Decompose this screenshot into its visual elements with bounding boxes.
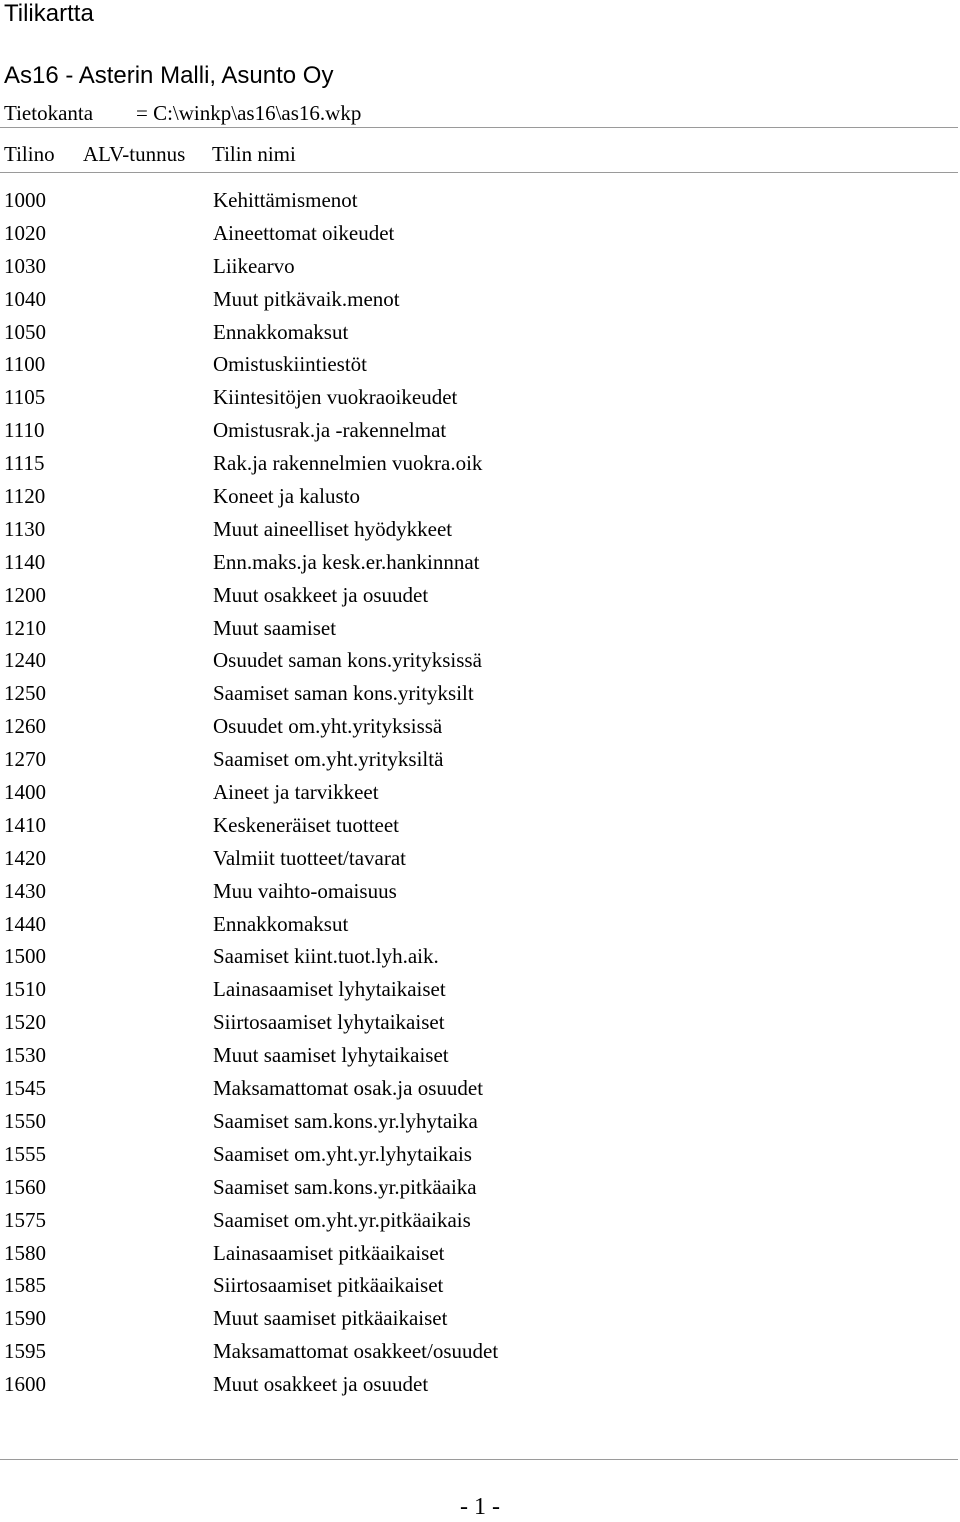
account-row	[0, 1238, 960, 1271]
account-number: 1555	[4, 1141, 46, 1166]
column-header-account-name: Tilin nimi	[212, 142, 296, 166]
account-row	[0, 1106, 960, 1139]
account-name: Lainasaamiset pitkäaikaiset	[213, 1240, 445, 1265]
account-number: 1260	[4, 714, 46, 739]
account-row	[0, 251, 960, 284]
account-name: Muut saamiset	[213, 615, 337, 640]
account-number: 1115	[4, 451, 45, 476]
account-number: 1110	[4, 418, 45, 443]
account-row	[0, 349, 960, 382]
account-name: Saamiset om.yht.yr.lyhytaikais	[213, 1141, 472, 1166]
account-number: 1020	[4, 220, 46, 245]
account-name: Valmiit tuotteet/tavarat	[213, 845, 407, 870]
account-number: 1585	[4, 1273, 46, 1298]
account-number: 1270	[4, 747, 46, 772]
account-row	[0, 284, 960, 317]
account-row	[0, 1172, 960, 1205]
account-row	[0, 613, 960, 646]
account-number: 1530	[4, 1043, 46, 1068]
company-name: As16 - Asterin Malli, Asunto Oy	[4, 62, 334, 89]
account-row	[0, 1139, 960, 1172]
account-name: Saamiset sam.kons.yr.lyhytaika	[213, 1108, 478, 1133]
database-label: Tietokanta	[4, 101, 94, 125]
account-name: Aineet ja tarvikkeet	[213, 780, 379, 805]
account-row	[0, 1336, 960, 1369]
column-header-vat-code: ALV-tunnus	[83, 142, 186, 166]
account-name: Liikearvo	[213, 253, 295, 278]
account-row	[0, 645, 960, 678]
account-number: 1140	[4, 549, 46, 574]
account-name: Omistuskiintiestöt	[213, 352, 368, 377]
account-number: 1200	[4, 582, 46, 607]
account-name: Lainasaamiset lyhytaikaiset	[213, 977, 446, 1002]
account-name: Aineettomat oikeudet	[213, 220, 395, 245]
account-number: 1600	[4, 1372, 46, 1397]
account-row	[0, 317, 960, 350]
account-number: 1050	[4, 319, 46, 344]
account-number: 1400	[4, 780, 46, 805]
account-row	[0, 876, 960, 909]
account-row	[0, 711, 960, 744]
account-name: Muut saamiset pitkäaikaiset	[213, 1306, 448, 1331]
account-number: 1410	[4, 812, 46, 837]
account-name: Saamiset kiint.tuot.lyh.aik.	[213, 944, 439, 969]
account-number: 1500	[4, 944, 46, 969]
account-number: 1590	[4, 1306, 46, 1331]
account-name: Muut pitkävaik.menot	[213, 286, 400, 311]
column-header-account-no: Tilino	[4, 142, 55, 166]
account-name: Maksamattomat osak.ja osuudet	[213, 1076, 484, 1101]
account-name: Osuudet om.yht.yrityksissä	[213, 714, 443, 739]
account-number: 1440	[4, 911, 46, 936]
account-number: 1105	[4, 385, 46, 410]
account-number: 1240	[4, 648, 46, 673]
account-name: Muut aineelliset hyödykkeet	[213, 516, 453, 541]
account-number: 1560	[4, 1174, 46, 1199]
account-row	[0, 1073, 960, 1106]
account-number: 1120	[4, 484, 46, 509]
account-number: 1510	[4, 977, 46, 1002]
account-row	[0, 580, 960, 613]
account-name: Enn.maks.ja kesk.er.hankinnnat	[213, 549, 480, 574]
account-name: Muut osakkeet ja osuudet	[213, 1372, 429, 1397]
account-row	[0, 744, 960, 777]
header-divider-top	[0, 127, 958, 128]
account-row	[0, 185, 960, 218]
account-row	[0, 909, 960, 942]
account-name: Ennakkomaksut	[213, 319, 349, 344]
account-name: Saamiset om.yht.yrityksiltä	[213, 747, 444, 772]
account-name: Muu vaihto-omaisuus	[213, 878, 397, 903]
account-list	[0, 185, 960, 1402]
account-name: Ennakkomaksut	[213, 911, 349, 936]
account-number: 1000	[4, 188, 46, 212]
account-number: 1040	[4, 286, 46, 311]
account-row	[0, 1303, 960, 1336]
account-number: 1030	[4, 253, 46, 278]
account-name: Omistusrak.ja -rakennelmat	[213, 418, 447, 443]
account-row	[0, 1369, 960, 1402]
account-name: Osuudet saman kons.yrityksissä	[213, 648, 482, 673]
account-number: 1430	[4, 878, 46, 903]
account-number: 1250	[4, 681, 46, 706]
account-number: 1420	[4, 845, 46, 870]
report-title: Tilikartta	[4, 0, 94, 27]
account-row	[0, 448, 960, 481]
account-row	[0, 1007, 960, 1040]
account-row	[0, 678, 960, 711]
account-row	[0, 547, 960, 580]
account-row	[0, 843, 960, 876]
account-name: Muut osakkeet ja osuudet	[213, 582, 429, 607]
account-name: Saamiset om.yht.yr.pitkäaikais	[213, 1207, 471, 1232]
account-name: Keskeneräiset tuotteet	[213, 812, 400, 837]
account-name: Muut saamiset lyhytaikaiset	[213, 1043, 449, 1068]
page-number: - 1 -	[460, 1494, 500, 1520]
account-number: 1130	[4, 516, 46, 541]
account-name: Maksamattomat osakkeet/osuudet	[213, 1339, 499, 1364]
account-number: 1100	[4, 352, 46, 377]
footer-divider	[0, 1459, 958, 1460]
account-row	[0, 382, 960, 415]
database-path: = C:\winkp\as16\as16.wkp	[136, 101, 362, 125]
account-name: Koneet ja kalusto	[213, 484, 360, 509]
account-name: Rak.ja rakennelmien vuokra.oik	[213, 451, 483, 476]
account-number: 1595	[4, 1339, 46, 1364]
account-row	[0, 1205, 960, 1238]
account-row	[0, 810, 960, 843]
account-row	[0, 415, 960, 448]
account-name: Kiintesitöjen vuokraoikeudet	[213, 385, 458, 410]
account-name: Saamiset saman kons.yrityksilt	[213, 681, 474, 706]
account-number: 1575	[4, 1207, 46, 1232]
account-number: 1210	[4, 615, 46, 640]
account-name: Kehittämismenot	[213, 188, 358, 212]
account-name: Siirtosaamiset lyhytaikaiset	[213, 1010, 445, 1035]
account-name: Saamiset sam.kons.yr.pitkäaika	[213, 1174, 477, 1199]
account-row	[0, 941, 960, 974]
account-number: 1545	[4, 1076, 46, 1101]
account-number: 1520	[4, 1010, 46, 1035]
account-number: 1580	[4, 1240, 46, 1265]
account-row	[0, 777, 960, 810]
account-number: 1550	[4, 1108, 46, 1133]
account-row	[0, 974, 960, 1007]
account-row	[0, 514, 960, 547]
account-row	[0, 481, 960, 514]
account-row	[0, 1040, 960, 1073]
account-row	[0, 1270, 960, 1303]
account-row	[0, 218, 960, 251]
account-name: Siirtosaamiset pitkäaikaiset	[213, 1273, 444, 1298]
header-divider-bottom	[0, 172, 958, 173]
